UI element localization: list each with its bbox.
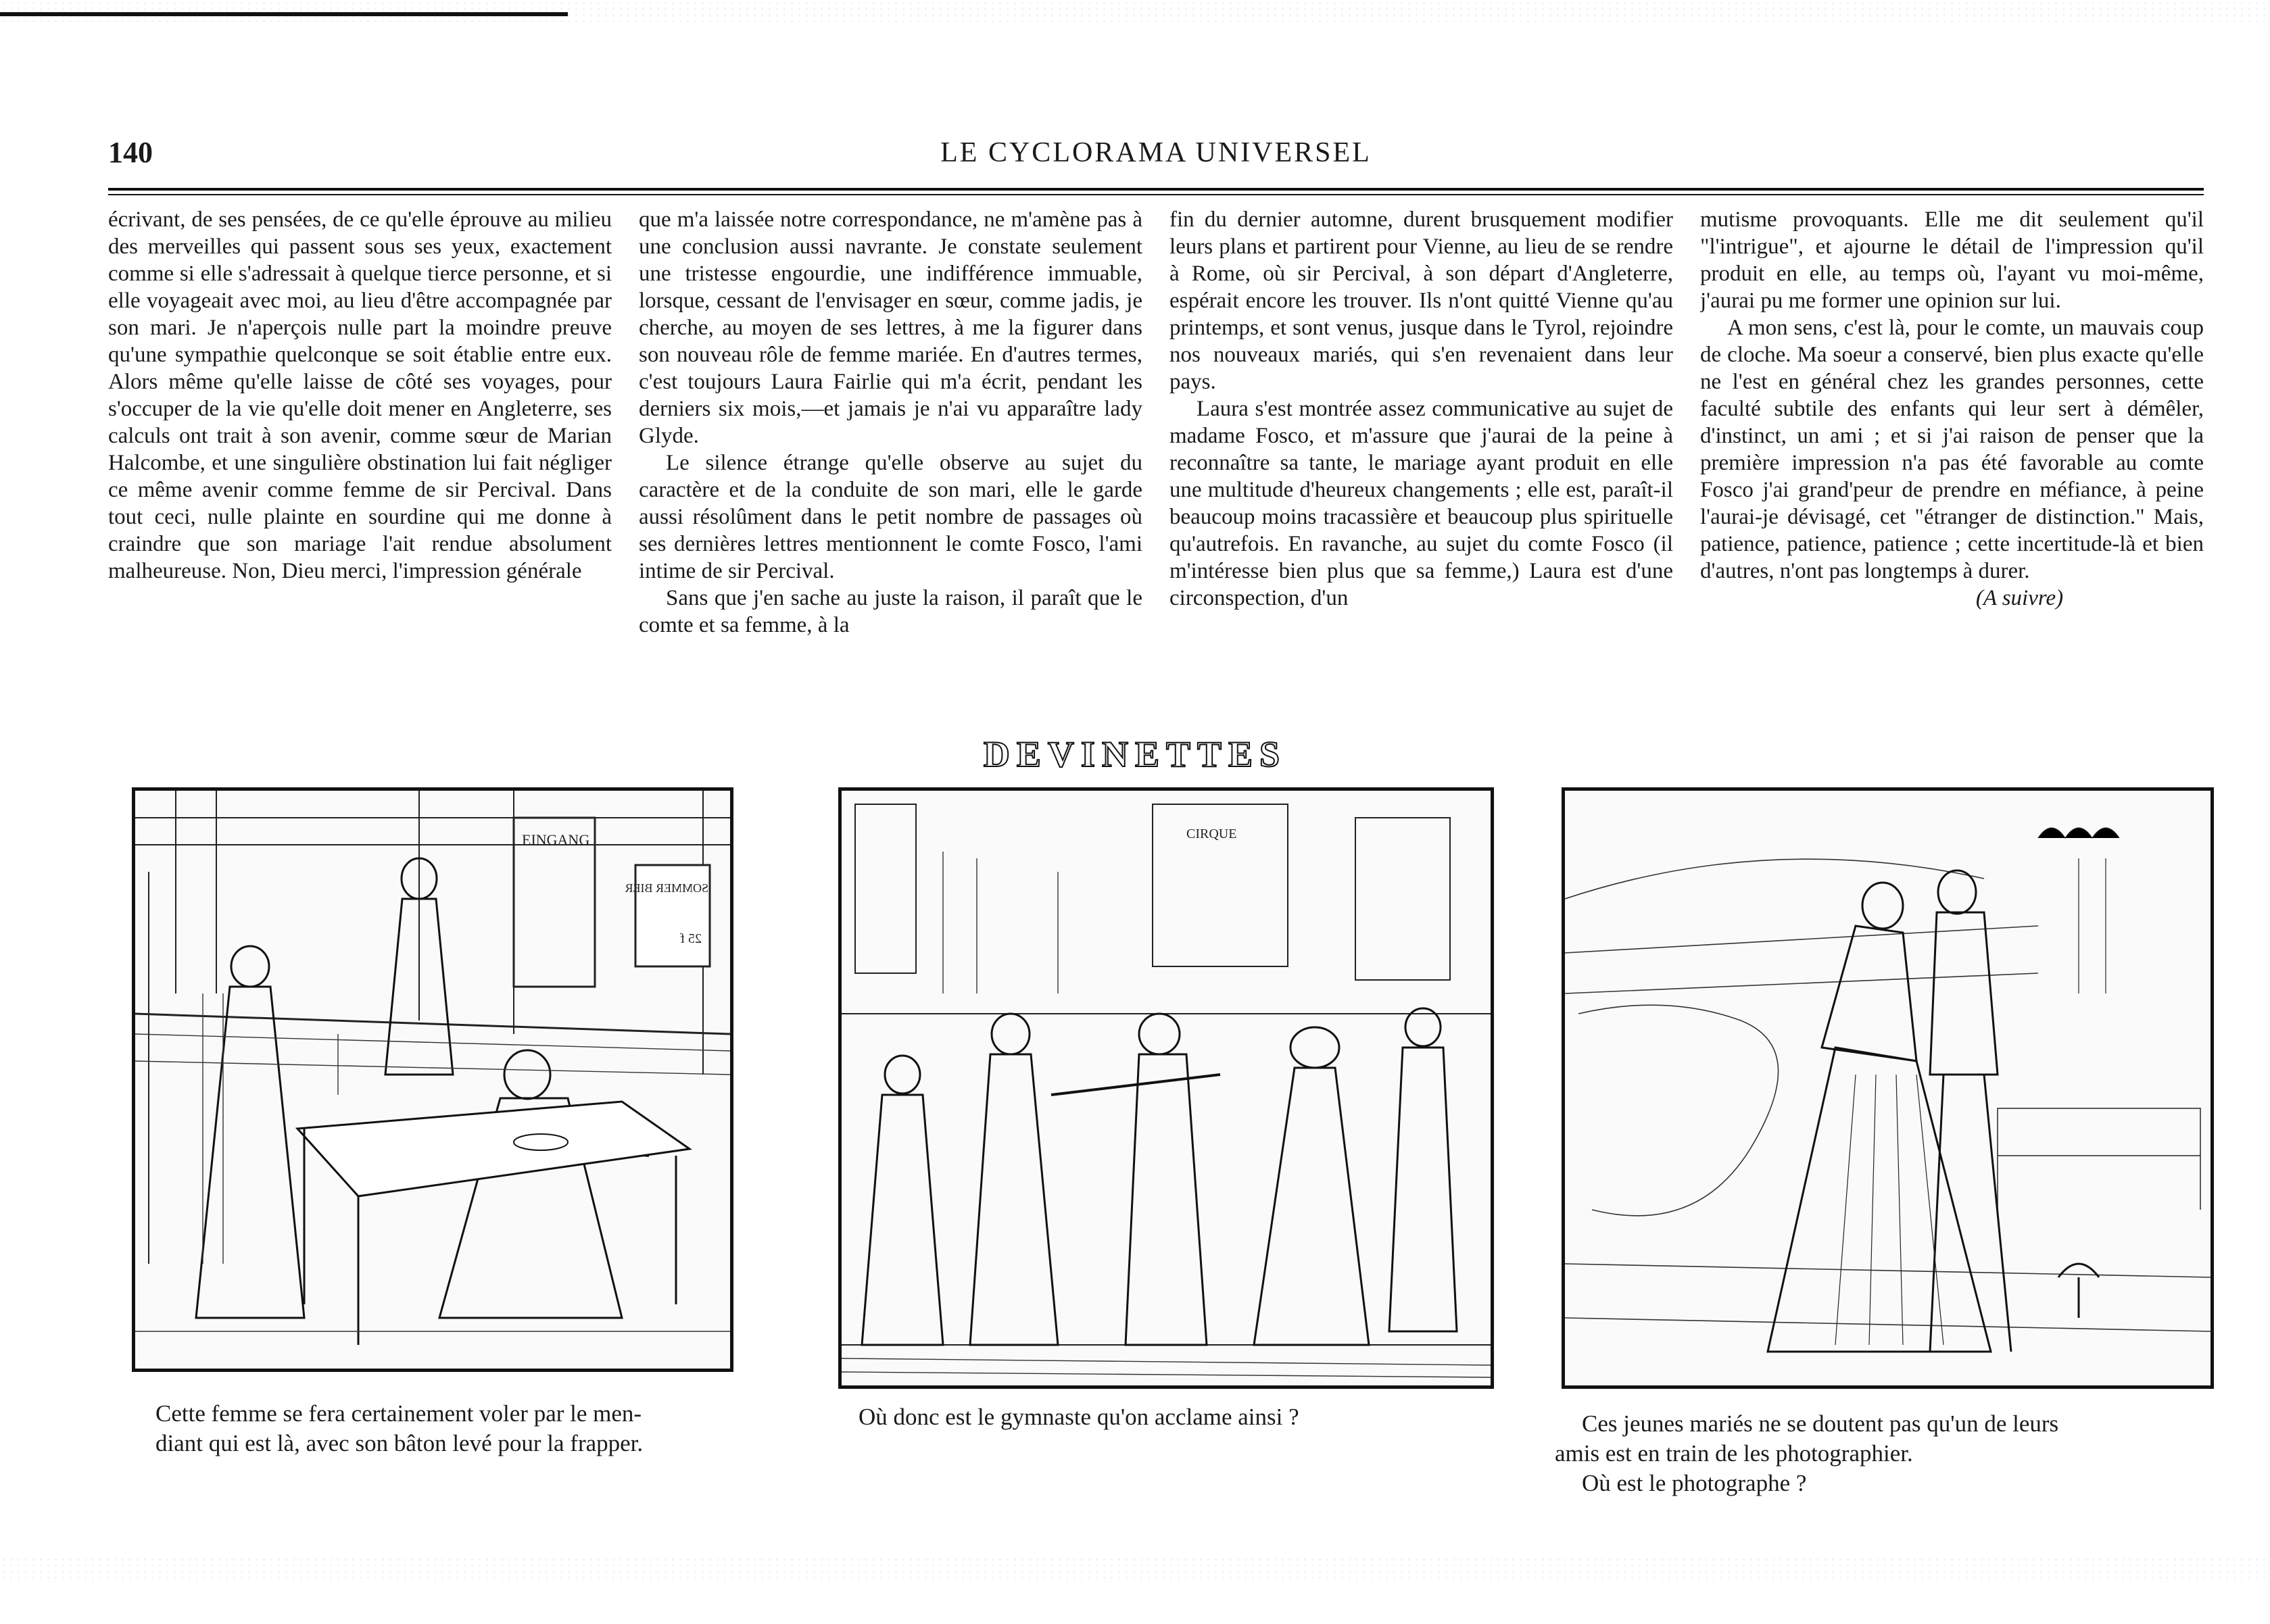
caption-line: amis est en train de les photographier. [1555, 1440, 1913, 1467]
caption-line: diant qui est là, avec son bâton levé pour la frapper. [155, 1430, 644, 1456]
caption-line: Où est le photographe ? [1582, 1470, 1807, 1496]
sign-price: 25 f [680, 931, 702, 946]
article-column-1 [108, 206, 612, 727]
paragraph: fin du dernier automne, durent brusquement modifier leurs plans et partirent pour Vienne, au lieu de se rendre à Rome, où sir Percival, à son départ d'Angleterre, espérait encore les trouver. Ils n'ont quitté Vienne qu'au printemps, et sont venus, jusque dans le Tyrol, rejoindre nos nouveaux mariés, qui s'en revenaient dans leur pays. [1169, 207, 1673, 394]
caption-street [859, 1402, 1467, 1432]
riddles-title: DEVINETTES [983, 734, 1287, 774]
park-engraving [1565, 791, 2211, 1385]
paragraph: Sans que j'en sache au juste la raison, il paraît que le comte et sa femme, à la [639, 586, 1142, 637]
sign-eingang: EINGANG [522, 831, 590, 848]
article-column-4 [1700, 206, 2204, 727]
riddle-illustration-tavern [132, 787, 733, 1372]
riddle-illustration-street [838, 787, 1494, 1389]
sign-sommer-bier: SOMMER BIER [625, 881, 708, 895]
page-number: 140 [108, 136, 153, 169]
to-be-continued: (A suivre) [1975, 586, 2064, 610]
page-header [108, 135, 2204, 176]
caption-couple [1555, 1409, 2204, 1498]
journal-title: LE CYCLORAMA UNIVERSEL [940, 137, 1372, 168]
paragraph: A mon sens, c'est là, pour le comte, un mauvais coup de cloche. Ma soeur a conservé, bien plus exacte qu'elle ne l'est en général chez les grandes personnes, cette faculté subtile des enfants qui leur sert à démêler, d'instinct, un ami ; et si j'ai raison de penser que la première impression n'a pas été favorable au comte Fosco j'ai grand'peur de prendre en méfiance, à peine l'aurai-je dévisagé, cet "étranger de distinction." Mais, patience, patience, patience ; cette incertitude-là et bien d'autres, n'ont pas longtemps à durer. [1700, 316, 2204, 583]
paragraph: Le silence étrange qu'elle observe au sujet du caractère et de la conduite de son mari, elle le garde aussi résolûment dans le petit nombre de passages où ses dernières lettres mentionnent le comte Fosco, l'ami intime de sir Percival. [639, 451, 1142, 583]
paragraph: que m'a laissée notre correspondance, ne m'amène pas à une conclusion aussi navrante. Je constate seulement une tristesse engourdie, une indifférence immuable, lorsque, cessant de l'envisager en sœur, comme jadis, je cherche, au moyen de ses lettres, à me la figurer dans son nouveau rôle de femme mariée. En d'autres termes, c'est toujours Laura Fairlie qui m'a écrit, pendant les derniers six mois,—et jamais je n'ai vu apparaître lady Glyde. [639, 207, 1142, 448]
article-column-3 [1169, 206, 1673, 727]
sign-board [635, 865, 710, 966]
article-column-2 [639, 206, 1142, 727]
caption-tavern [155, 1399, 764, 1458]
tavern-engraving [135, 791, 730, 1369]
caption-line: Cette femme se fera certainement voler par le men- [155, 1400, 642, 1427]
header-rule-thin [108, 194, 2204, 195]
paragraph: mutisme provoquants. Elle me dit seulement qu'il "l'intrigue", et ajourne le détail de l'impression qu'il produit en elle, au temps où, l'ayant vu moi-même, j'aurai pu me former une opinion sur lui. [1700, 207, 2204, 313]
paper-speckle-bottom [0, 1556, 2270, 1583]
riddle-illustration-couple [1562, 787, 2214, 1389]
paragraph: écrivant, de ses pensées, de ce qu'elle éprouve au milieu des merveilles qui passent sous ses yeux, exactement comme si elle s'adressait à quelque tierce personne, et si elle voyageait avec moi, au lieu d'être accompagnée par son mari. Je n'aperçois nulle part la moindre preuve qu'une sympathie quelconque se soit établie entre eux. Alors même qu'elle laisse de côté ses voyages, pour s'occuper de la vie qu'elle doit mener en Angleterre, ses calculs ont trait à son avenir, comme sœur de Marian Halcombe, et une singulière obstination lui fait négliger ce même avenir comme femme de sir Percival. Dans tout ceci, nulle plainte en sourdine qui me donne à craindre que son mariage l'ait rendue absolument malheureuse. Non, Dieu merci, l'impression générale [108, 207, 612, 583]
caption-line: Ces jeunes mariés ne se doutent pas qu'un de leurs [1582, 1410, 2059, 1437]
article-body [108, 206, 2204, 727]
top-rule [0, 12, 568, 16]
header-rule-thick [108, 188, 2204, 191]
street-engraving [842, 791, 1491, 1385]
sign-cirque: CIRQUE [1186, 827, 1237, 841]
paragraph: Laura s'est montrée assez communicative au sujet de madame Fosco, et m'assure que j'aurai de la peine à reconnaître sa tante, le mariage ayant produit en elle une multitude d'heureux changements ; elle est, paraît-il beaucoup moins tracassière et beaucoup plus spirituelle qu'autrefois. En ravanche, au sujet du comte Fosco (il m'intéresse bien plus que sa femme,) Laura est d'une circonspection, d'un [1169, 397, 1673, 610]
caption-line: Où donc est le gymnaste qu'on acclame ainsi ? [859, 1404, 1299, 1430]
